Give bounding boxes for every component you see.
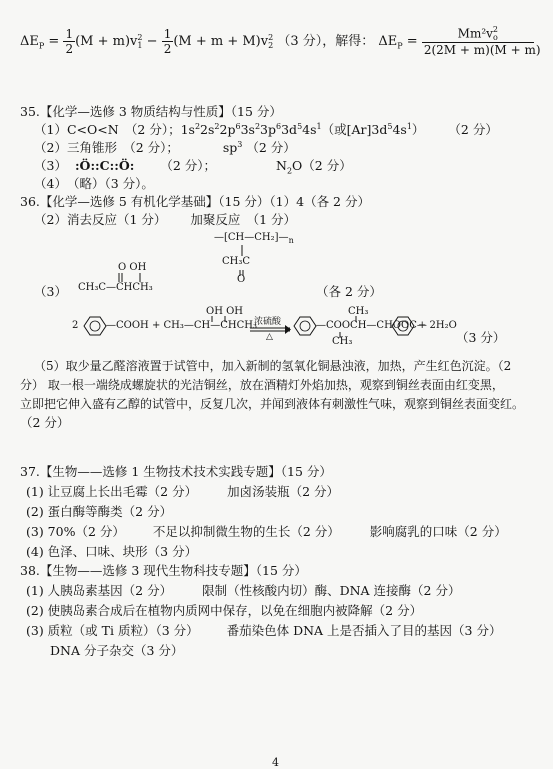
q35-l1-h: （或[Ar]3d: [321, 122, 388, 137]
q38-line1: [26, 583, 460, 599]
polymer-o: O: [237, 274, 246, 285]
page-number: 4: [272, 756, 279, 769]
q37-line1: [26, 484, 339, 500]
rxn-heat: △: [266, 332, 273, 342]
mass-term-2: (M + m + M)v: [173, 34, 269, 49]
q35-l1-i: 4s: [392, 122, 407, 137]
q35-l1-c: 2p: [219, 122, 236, 137]
q35-l1-j: ）: [411, 122, 425, 137]
q35-l1-e: 3p: [260, 122, 277, 137]
delta-ep-symbol: ΔE: [20, 34, 39, 49]
esterification-reaction: [72, 306, 472, 346]
result-num: [422, 26, 534, 43]
q37-l3-c: 影响腐乳的口味（2 分）: [369, 524, 507, 539]
q36-l5-1: （5）取少量乙醛溶液置于试管中，加入新制的氢氧化铜悬浊液，加热，产生红色沉淀。（2: [34, 359, 512, 373]
q38-l1-b: 限制（性核酸内切）酶、DNA 连接酶（2 分）: [202, 583, 461, 598]
frac-num: 1: [163, 27, 172, 41]
cfg-sup: 6: [235, 121, 241, 131]
frac-num: 1: [65, 27, 74, 41]
q36-l3-label: （3）: [34, 284, 67, 299]
q35-l3-score: （2 分）；: [160, 158, 217, 173]
q35-title: 35.【化学—选修 3 物质结构与性质】（15 分）: [20, 104, 282, 119]
ketol-top: O OH: [118, 262, 147, 273]
q37-l1-b: 加卤汤装瓶（2 分）: [227, 484, 340, 499]
mass-term-1: (M + m)v: [75, 34, 138, 49]
q35-l1-a: （1）C<O<N （2 分）；1s: [34, 122, 195, 137]
v2-sub: 2: [268, 40, 274, 50]
ketol-formula: CH₃C—CHCH₃: [78, 282, 153, 293]
cfg-sup: 6: [276, 121, 282, 131]
q35-l1-f: 3d: [281, 122, 298, 137]
q37-l3-b: 不足以抑制微生物的生长（2 分）: [152, 524, 340, 539]
q35-l2-a: （2）三角锥形 （2 分）；: [34, 140, 179, 155]
q38-title: 38.【生物——选修 3 现代生物科技专题】（15 分）: [20, 563, 307, 578]
eq-sign: =: [48, 34, 60, 49]
co2-electron-formula: :Ö::C::Ö:: [74, 158, 135, 173]
q35-l1-b: 2s: [200, 122, 215, 137]
q35-l1-d: 3s: [240, 122, 255, 137]
q38-l3-a: (3) 质粒（或 Ti 质粒）（3 分）: [26, 623, 199, 638]
sp-sup: 3: [237, 139, 243, 149]
polymer-side: CH₃C: [222, 256, 251, 267]
q37-line3: [26, 524, 507, 540]
cfg-sup: 2: [214, 121, 220, 131]
cfg-sup: 5: [297, 121, 303, 131]
q35-line2: [34, 140, 296, 156]
q38-line2: (2) 使胰岛素合成后在植物内质网中保存，以免在细胞内被降解（2 分）: [26, 603, 423, 618]
q36-l5-3: 立即把它伸入盛有乙醇的试管中，反复几次，并闻到液体有刺激性气味，观察到铜丝表面变红。: [20, 397, 525, 411]
result-fraction: [422, 25, 541, 57]
q36-l2-b: 加聚反应 （1 分）: [190, 212, 297, 227]
q37-l1-a: (1) 让豆腐上长出毛霉（2 分）: [26, 484, 198, 499]
eq-sign-2: =: [406, 34, 418, 49]
v2-sup: 2: [268, 32, 274, 42]
n2o-formula: [276, 158, 352, 176]
rxn-right: —COOCH—CHOOC—: [316, 320, 427, 331]
result-num-text: Mm²v: [457, 26, 493, 41]
q37-line4: (4) 色泽、口味、块形（3 分）: [26, 544, 198, 559]
q36-title: 36.【化学—选修 5 有机化学基础】（15 分）（1）4（各 2 分）: [20, 194, 370, 209]
cfg-sup: 1: [316, 121, 322, 131]
q35-l3-a: （3）: [34, 158, 67, 173]
q35-line1: [34, 122, 498, 138]
rxn-right-bot: CH₃: [332, 336, 353, 347]
delta-ep-sub: P: [38, 41, 45, 51]
rxn-left: —COOH + CH₃—CH—CHCH₃: [106, 320, 258, 331]
cfg-sup: 2: [254, 121, 261, 131]
q37-l3-a: (3) 70%（2 分）: [26, 524, 125, 539]
frac-den: 2: [65, 42, 74, 56]
minus-sign: −: [146, 34, 158, 49]
q37-line2: (2) 蛋白酶等酶类（2 分）: [26, 504, 173, 519]
q38-l1-a: (1) 人胰岛素基因（2 分）: [26, 583, 173, 598]
q35-l2-sp3: [223, 140, 243, 155]
polymer-chain: —[CH—CH₂]—: [214, 232, 289, 243]
q38-line4: DNA 分子杂交（3 分）: [50, 643, 184, 658]
rxn-condition: 浓硫酸: [254, 317, 282, 327]
q38-l3-b: 番茄染色体 DNA 上是否插入了目的基因（3 分）: [226, 623, 502, 638]
rxn-coeff: 2: [72, 320, 79, 331]
q35-line4: （4） （略）（3 分）。: [34, 176, 154, 191]
q35-l1-g: 4s: [302, 122, 317, 137]
q35-l2-score: （2 分）: [246, 140, 296, 155]
cfg-sup: 2: [194, 121, 201, 131]
q36-l5-4: （2 分）: [20, 415, 70, 430]
frac-den: 2: [163, 42, 172, 56]
fraction-half-1: [63, 27, 75, 56]
q38-line3: [26, 623, 502, 639]
o-text: O（2 分）: [292, 158, 352, 173]
ketol-structure: [70, 262, 180, 298]
rxn-right-top: CH₃: [348, 306, 369, 317]
q36-line2: [34, 212, 296, 228]
n-sub: 2: [286, 166, 293, 176]
result-den: 2(2M + m)(M + m): [423, 43, 541, 57]
q36-rxn-score: （3 分）: [456, 330, 506, 345]
q37-title: 37.【生物——选修 1 生物技术技术实践专题】（15 分）: [20, 464, 332, 479]
v1-sup: 2: [137, 32, 143, 42]
polymer-n: n: [288, 236, 294, 245]
sp-text: sp: [222, 140, 238, 155]
q36-l2-a: （2）消去反应（1 分）: [34, 212, 167, 227]
rxn-left-top: OH OH: [206, 306, 244, 317]
physics-equation: [20, 25, 541, 57]
polymer-structure: [214, 232, 304, 284]
q36-l3-score: （各 2 分）: [316, 284, 382, 299]
q35-line3: [34, 158, 352, 174]
q36-l5-2: 分） 取一根一端绕成螺旋状的光洁铜丝，放在酒精灯外焰加热，观察到铜丝表面由红变黑，: [20, 378, 504, 392]
n-text: N: [276, 158, 287, 173]
fraction-half-2: [162, 27, 174, 56]
rxn-tail: + 2H₂O: [418, 320, 457, 331]
cfg-sup: 1: [406, 121, 412, 131]
delta-ep-sub-2: P: [397, 41, 403, 51]
result-sub: o: [493, 33, 498, 42]
q35-l1-score: （2 分）: [448, 122, 498, 137]
delta-ep-symbol-2: ΔE: [378, 34, 398, 49]
physics-score: （3 分），解得：: [277, 34, 375, 49]
cfg-sup: 5: [387, 121, 393, 131]
result-sup: 2: [492, 25, 499, 34]
v1-sub: 1: [137, 40, 143, 50]
